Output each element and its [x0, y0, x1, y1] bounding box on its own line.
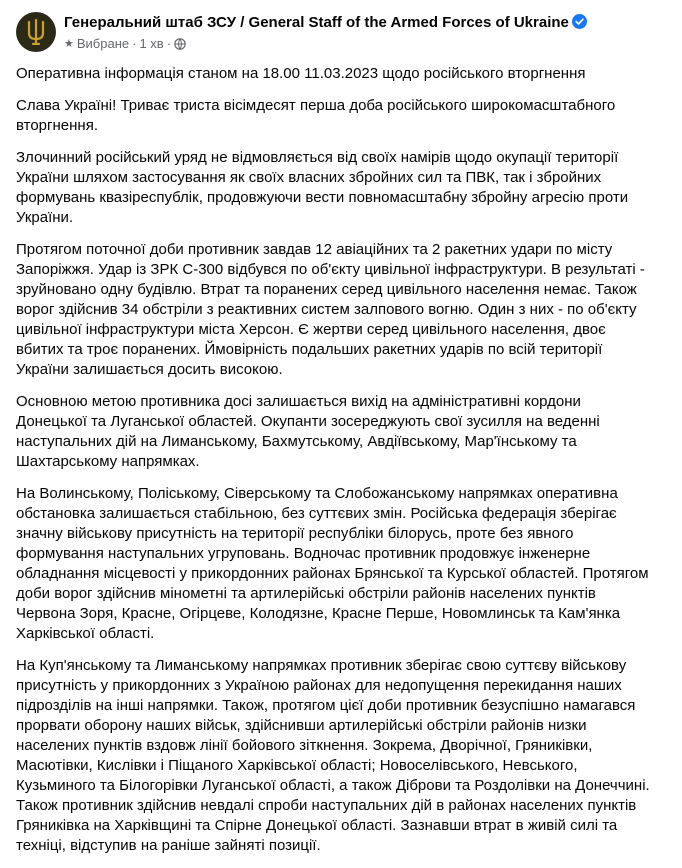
post-paragraph: На Куп'янському та Лиманському напрямках противник зберігає свою суттєву військову присутність у прикордонних з Україною районах для недопущення перекидання наших підрозділів на інші напрямки. Також, протягом цієї доби противник безуспішно намагався прорвати оборону наших військ, здійснивши артилерійські обстріли районів низки населених пунктів вздовж лінії бойового зіткнення. Зокрема, Дворічної, Гряниківки, Масютівки, Кислівки і Піщаного Харківської області; Новоселівського, Невського, Кузьминого та Білогорівки Луганської області, а також Діброви та Роздолівки на Донеччині. Також противник здійснив невдалі спроби наступальних дій в районах населених пунктів Гряниківка на Харківщині та Спірне Донецької області. Зазнавши втрат в живій силі та техніці, відступив на раніше зайняті позиції.	[16, 657, 650, 854]
post-paragraph: Оперативна інформація станом на 18.00 11.03.2023 щодо російського вторгнення	[16, 65, 586, 82]
post-timestamp[interactable]: 1 хв	[139, 36, 164, 51]
author-name[interactable]: Генеральний штаб ЗСУ / General Staff of the Armed Forces of Ukraine	[64, 14, 569, 31]
post-paragraph: На Волинському, Поліському, Сіверському та Слобожанському напрямках оперативна обстановка залишається стабільною, без суттєвих змін. Російська федерація зберігає значну військову присутність на території республіки білорусь, проте без явного формування наступальних угруповань. Водночас противник продовжує інженерне обладнання місцевості у прикордонних районах Брянської та Курської областей. Протягом доби ворог здійснив мінометні та артилерійські обстріли районів населених пунктів Червона Зоря, Красне, Огірцеве, Колодязне, Красне Перше, Новомлинськ та Кам'янка Харківської області.	[16, 485, 649, 642]
post-meta	[64, 36, 186, 51]
trident-emblem-icon	[25, 19, 47, 45]
avatar[interactable]	[16, 12, 56, 52]
meta-separator: ·	[166, 36, 172, 51]
star-icon: ★	[64, 38, 74, 50]
globe-icon[interactable]	[174, 38, 186, 50]
post-author[interactable]	[64, 14, 587, 31]
post-paragraph: Слава Україні! Триває триста вісімдесят перша доба російського широкомасштабного вторгнення.	[16, 97, 616, 134]
post-paragraph: Протягом поточної доби противник завдав 12 авіаційних та 2 ракетних удари по місту Запоріжжя. Удар із ЗРК С-300 відбувся по об'єкту цивільної інфраструктури. В результаті - зруйновано одну будівлю. Втрат та поранених серед цивільного населення немає. Також ворог здійснив 34 обстріли з реактивних систем залпового вогню. Один з них - по об'єкту цивільної інфраструктури міста Херсон. Є жертви серед цивільного населення, двоє вбитих та троє поранених. Ймовірність подальших ракетних ударів по всій території України залишається досить високою.	[16, 241, 645, 378]
post-header	[16, 12, 666, 56]
verified-badge-icon	[572, 14, 587, 29]
post-paragraph: Основною метою противника досі залишається вихід на адміністративні кордони Донецької та Луганської областей. Окупанти зосереджують свої зусилля на веденні наступальних дій на Лиманському, Бахмутському, Авдіївському, Мар'їнському та Шахтарському напрямках.	[16, 393, 600, 470]
meta-separator: ·	[132, 36, 137, 51]
favorite-label[interactable]: Вибране	[76, 36, 130, 51]
post-body	[16, 64, 656, 868]
post-paragraph: Злочинний російський уряд не відмовляється від своїх намірів щодо окупації території України шляхом застосування як своїх власних збройних сил та ПВК, так і збройних формувань квазіреспублік, продовжуючи вести повномасштабну збройну агресію проти України.	[16, 149, 629, 226]
